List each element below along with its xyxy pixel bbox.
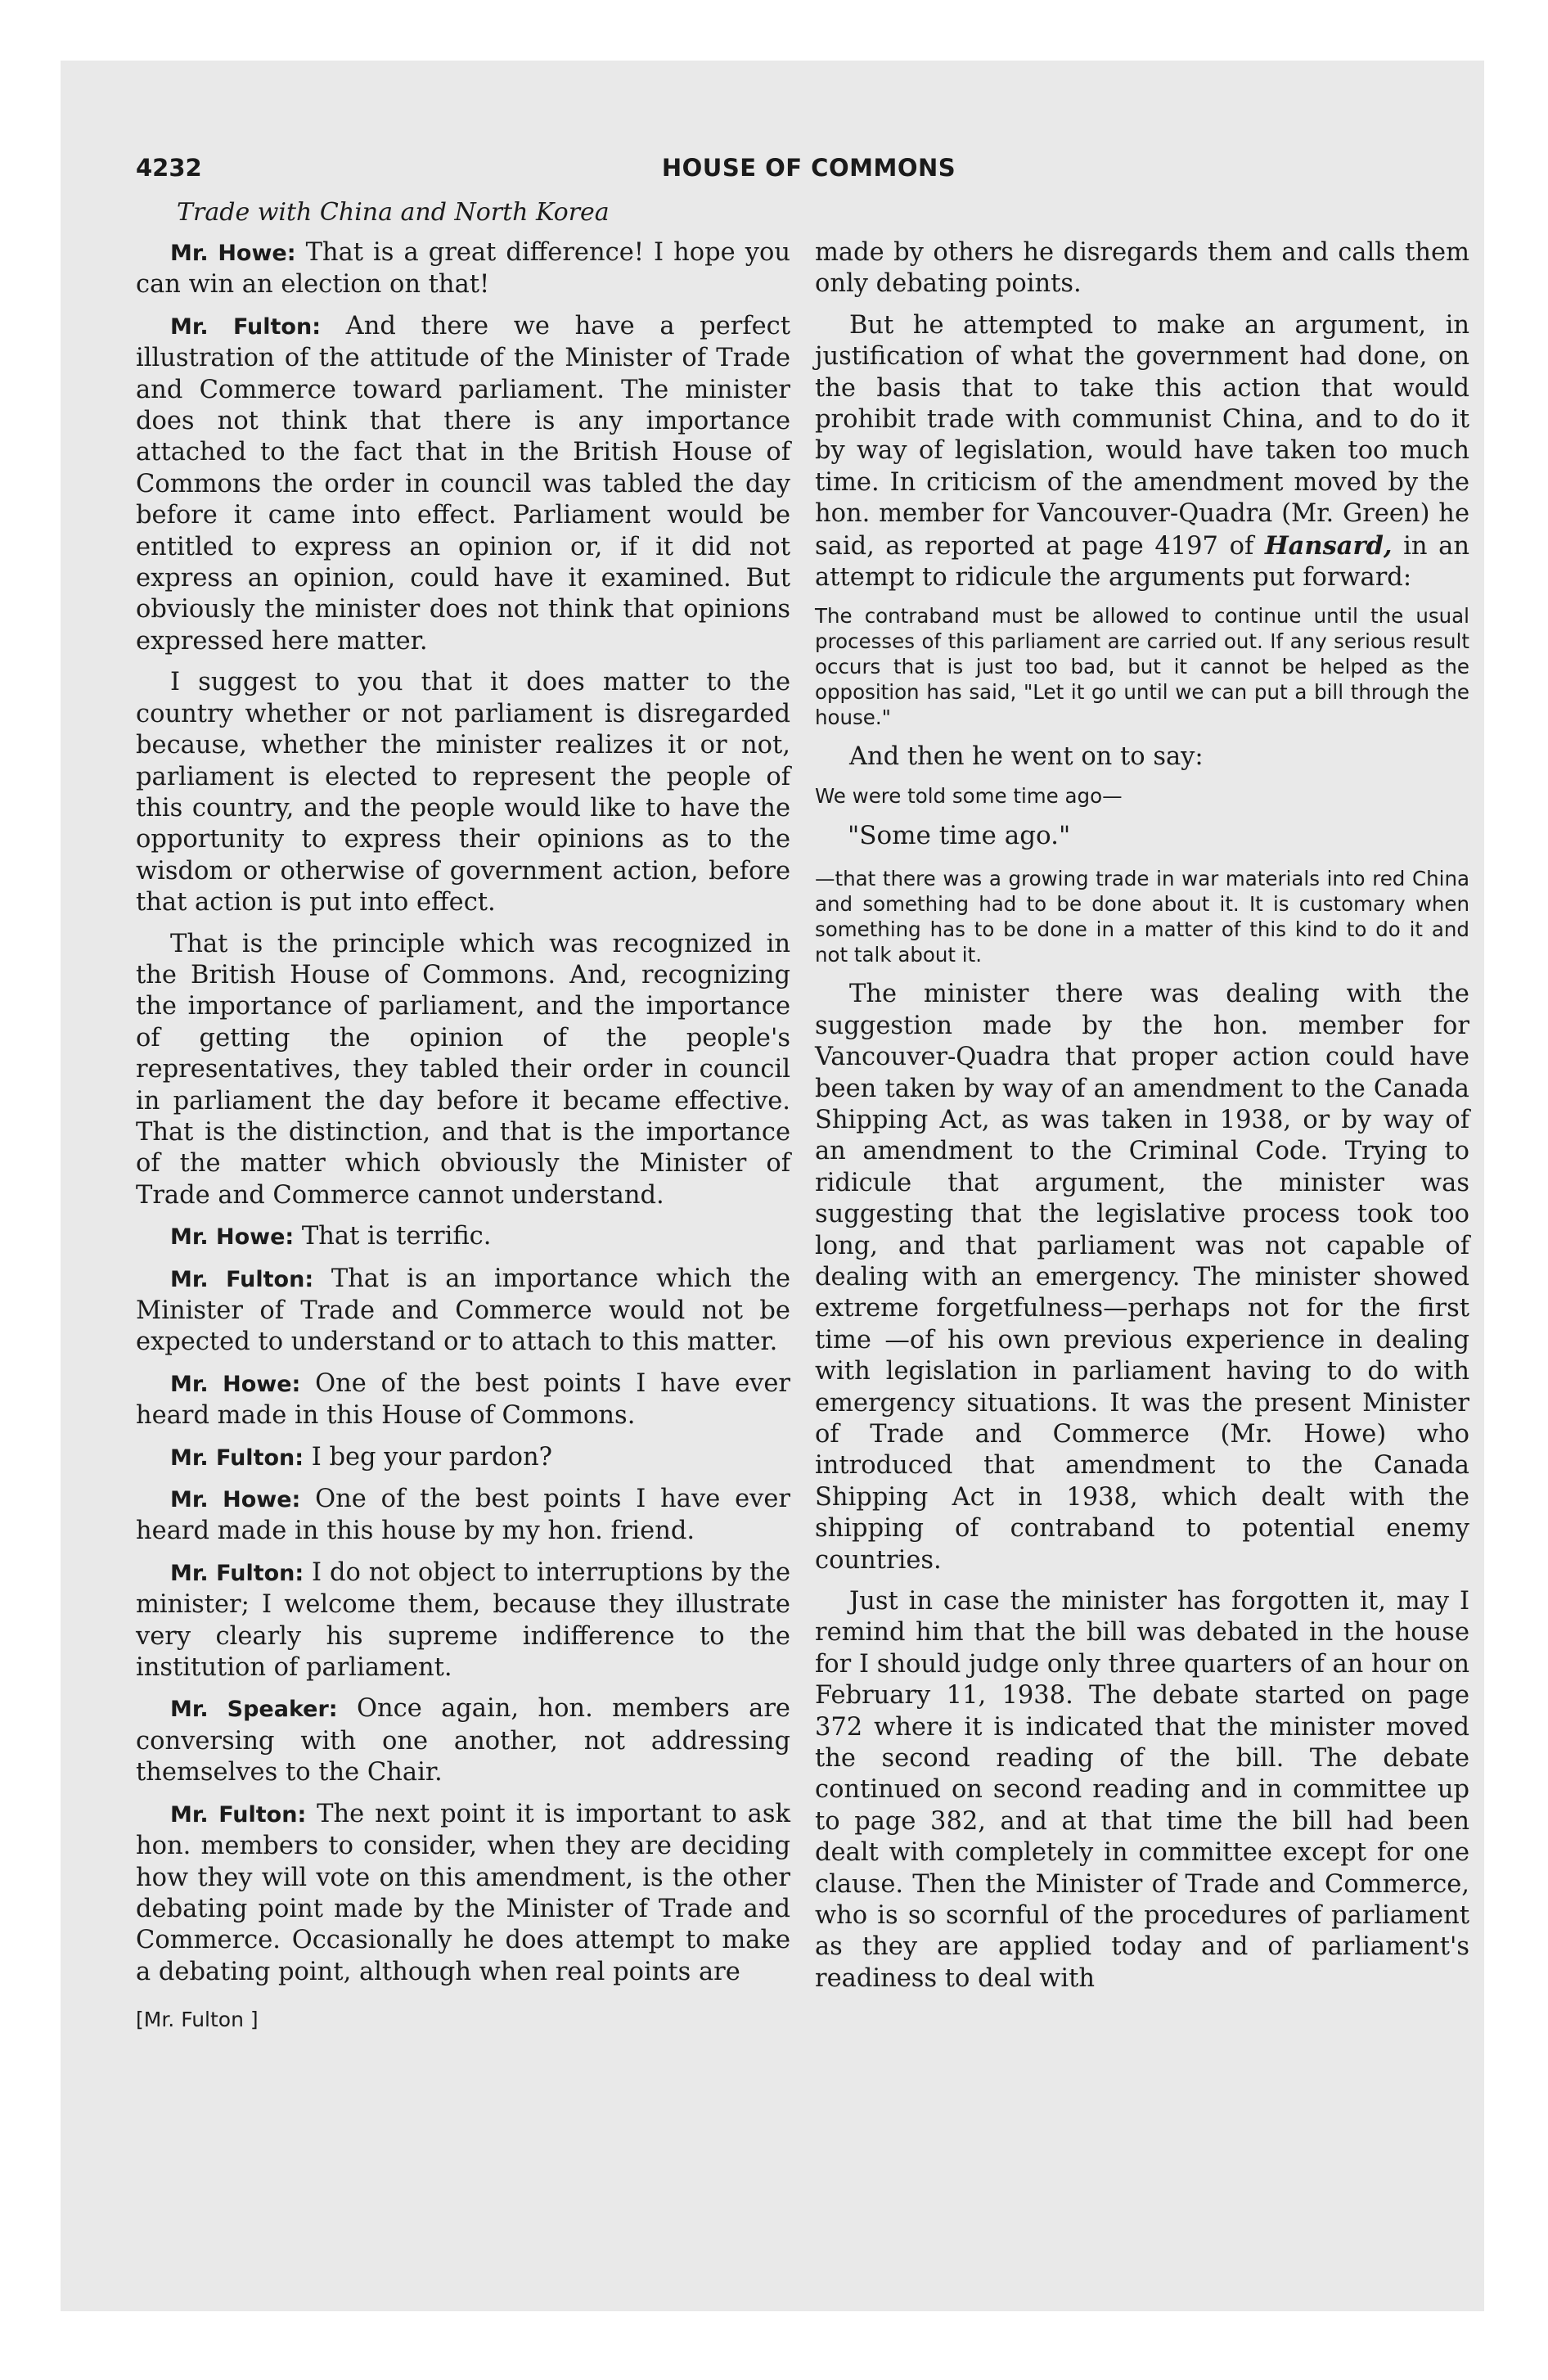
speech-paragraph: Just in case the minister has forgotten it, may I remind him that the bill was debated in the house for I should judge only three quarters of an hour on February 11, 1938. The debate started on page 372 where it is indicated that the minister moved the second reading of the bill. The debate continued on second reading and in committee up to page 382, and at that time the bill had been dealt with completely in committee except for one clause. Then the Minister of Trade and Commerce, who is so scornful of the procedures of parliament as they are applied today and of parliament's readiness to deal with: [815, 1587, 1469, 1993]
speaker-name: Mr. Fulton:: [170, 1560, 304, 1586]
speaker-name: Mr. Howe:: [170, 1371, 301, 1397]
page-content: [136, 154, 1482, 2032]
speaker-name: Mr. Fulton:: [170, 1266, 314, 1292]
speech-text: One of the best points I have ever heard made in this house by my hon. friend.: [136, 1485, 790, 1546]
hansard-citation: Hansard,: [1264, 530, 1393, 561]
speech-paragraph: [136, 929, 790, 1212]
speaker-footer-note: [Mr. Fulton ]: [136, 2008, 259, 2032]
speech-paragraph: [136, 237, 790, 301]
speech-text: That is a great difference! I hope you can win an election on that!: [136, 238, 790, 300]
speech-text: That is terrific.: [294, 1222, 492, 1251]
speech-paragraph: [136, 1368, 790, 1432]
speech-text: But he attempted to make an argument, in justification of what the government had done, on the basis that to take this action that would prohibit trade with communist China, and to do it by way of legislation, would have taken too much time. In criticism of the amendment moved by the hon. member for Vancouver-Quadra (Mr. Green) he said, as reported at page 4197 of: [815, 310, 1469, 561]
speech-text: in an attempt to ridicule the arguments put forward:: [815, 531, 1469, 593]
speech-paragraph: And then he went on to say:: [849, 742, 1204, 772]
section-title: Trade with China and North Korea: [177, 198, 610, 227]
page-header: [136, 154, 1482, 192]
speech-text: And there we have a perfect illustration of the attitude of the Minister of Trade and Commerce toward parliament. The minister does not think that there is any importance attached to the fact that in the British House of Commons the order in council was tabled the day before it came into effect. Parliament would be entitled to express an opinion or, if it did not express an opinion, could have it examined. But obviously the minister does not think that opinions expressed here matter.: [136, 311, 790, 656]
speech-paragraph: [136, 1442, 790, 1474]
speaker-name: Mr. Howe:: [170, 1487, 301, 1513]
speech-paragraph: made by others he disregards them and calls them only debating points.: [815, 238, 1469, 299]
speaker-name: Mr. Howe:: [170, 1224, 295, 1251]
speech-text: I do not object to interruptions by the minister; I welcome them, because they illustrate very clearly his supreme indifference to the institution of parliament.: [136, 1557, 790, 1683]
interjection: "Some time ago.": [848, 820, 1071, 850]
speech-paragraph: [136, 1484, 790, 1548]
speaker-name: Mr. Speaker:: [170, 1697, 338, 1723]
left-column: [136, 237, 790, 2036]
speech-text: One of the best points I have ever heard made in this House of Commons.: [136, 1368, 790, 1431]
speech-paragraph: [815, 310, 1469, 594]
speech-paragraph: [136, 1264, 790, 1359]
speaker-name: Mr. Fulton:: [170, 1801, 307, 1828]
speech-text: Once again, hon. members are conversing with one another, not addressing themselves to the Chair.: [136, 1694, 790, 1787]
speech-text: I suggest to you that it does matter to the country whether or not parliament is disregarded because, whether the minister realizes it or not, parliament is elected to represent the people of this country, and the people would like to have the opportunity to express their opinions as to the wisdom or otherwise of government action, before that action is put into effect.: [136, 668, 790, 917]
right-column: [815, 237, 1469, 2004]
block-quote: —that there was a growing trade in war materials into red China and something had to be done about it. It is customary when something has to be done in a matter of this kind to do it and not talk about it.: [815, 867, 1469, 967]
speech-text: That is an importance which the Minister of Trade and Commerce would not be expected to understand or to attach to this matter.: [136, 1264, 790, 1357]
speech-paragraph: [136, 1221, 790, 1253]
speech-paragraph: [136, 667, 790, 918]
running-head: HOUSE OF COMMONS: [661, 154, 956, 182]
speech-paragraph: The minister there was dealing with the suggestion made by the hon. member for Vancouver-Quadra that proper action could have been taken by way of an amendment to the Canada Shipping Act, as was taken in 1938, or by way of an amendment to the Criminal Code. Trying to ridicule that argument, the minister was suggesting that the legislative process took too long, and that parliament was not capable of dealing with an emergency. The minister showed extreme forgetfulness—perhaps not for the first time —of his own previous experience in dealing with legislation in parliament having to do with emergency situations. It was the present Minister of Trade and Commerce (Mr. Howe) who introduced that amendment to the Canada Shipping Act in 1938, which dealt with the shipping of contraband to potential enemy countries.: [815, 980, 1469, 1575]
page-number: 4232: [136, 154, 202, 182]
speaker-name: Mr. Howe:: [170, 241, 296, 266]
speech-text: I beg your pardon?: [304, 1442, 552, 1472]
speech-paragraph: [136, 1557, 790, 1684]
speech-paragraph: [136, 1799, 790, 1988]
speaker-name: Mr. Fulton:: [170, 313, 322, 340]
speech-paragraph: [136, 311, 790, 657]
speech-text: The next point it is important to ask hon. members to consider, when they are deciding how they will vote on this amendment, is the other debating point made by the Minister of Trade and Commerce. Occasionally he does attempt to make a debating point, although when real points are: [136, 1799, 790, 1986]
block-quote: The contraband must be allowed to continue until the usual processes of this parliament are carried out. If any serious result occurs that is just too bad, but it cannot be helped as the opposition has said, "Let it go until we can put a bill through the house.": [815, 604, 1469, 730]
speech-text: That is the principle which was recognized in the British House of Commons. And, recognizing the importance of parliament, and the importance of getting the opinion of the people's representatives, they tabled their order in council in parliament the day before it became effective. That is the distinction, and that is the importance of the matter which obviously the Minister of Trade and Commerce cannot understand.: [136, 929, 790, 1210]
speech-paragraph: [136, 1693, 790, 1788]
block-quote: We were told some time ago—: [815, 783, 1123, 808]
speaker-name: Mr. Fulton:: [170, 1445, 304, 1471]
